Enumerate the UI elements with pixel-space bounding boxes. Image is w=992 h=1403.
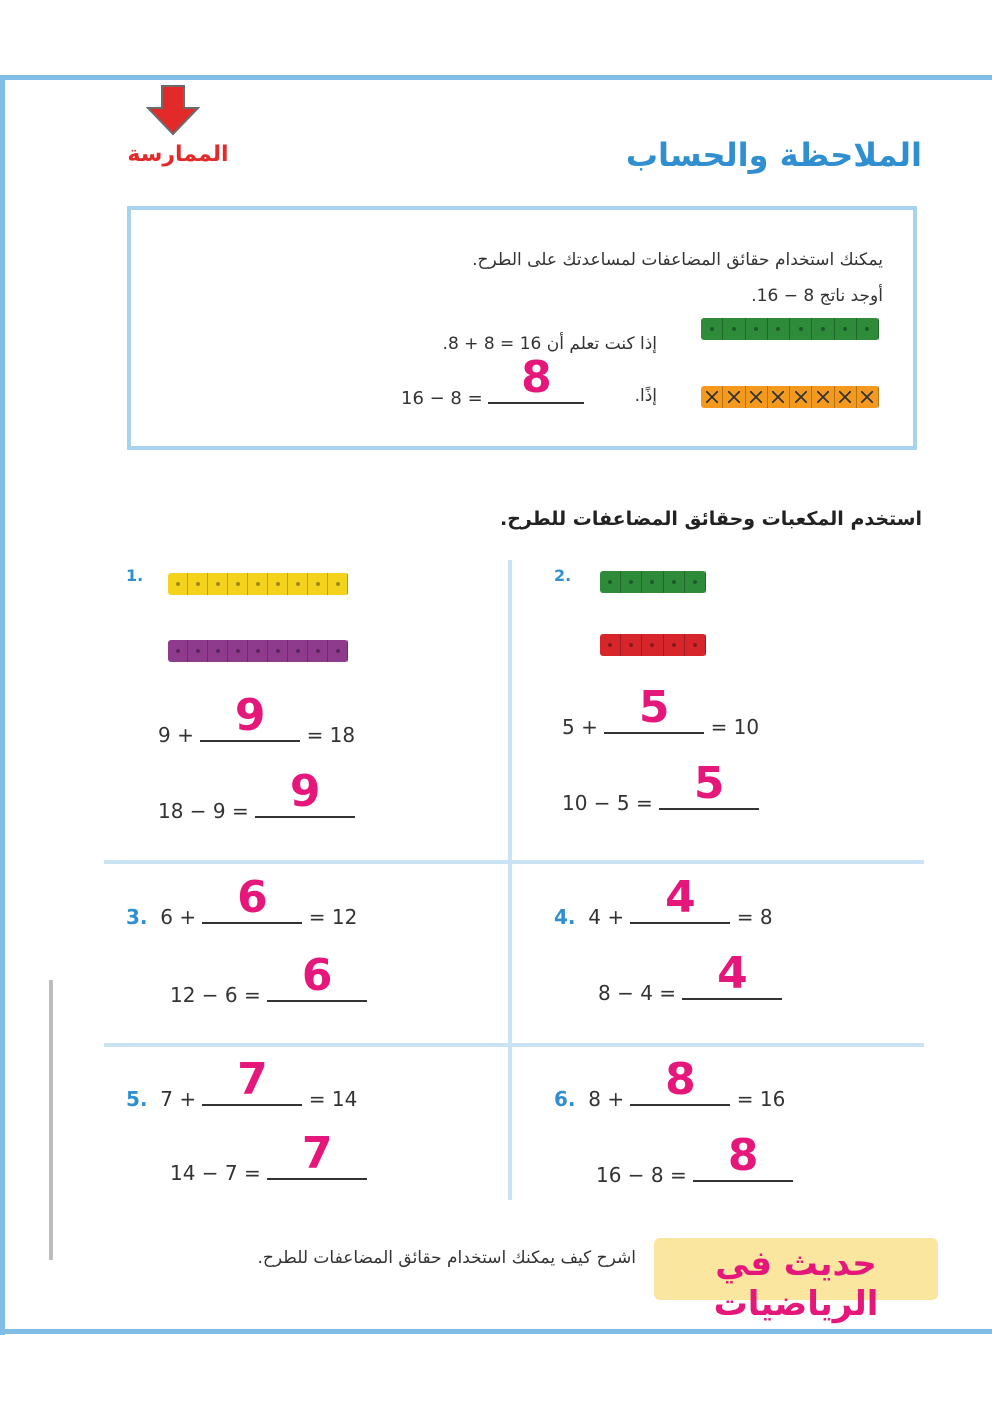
subtraction-left: 10 − 5 = xyxy=(562,791,653,815)
addition-right: = 18 xyxy=(306,723,356,747)
subtraction-left: 12 − 6 = xyxy=(170,983,261,1007)
cube xyxy=(790,386,812,408)
cube xyxy=(723,386,745,408)
addition-left: 4 + xyxy=(588,905,625,929)
answer-blank[interactable] xyxy=(604,682,704,734)
cube xyxy=(248,573,268,595)
subtraction-left: 8 − 4 = xyxy=(598,981,677,1005)
example-equation xyxy=(401,352,584,409)
cube xyxy=(268,640,288,662)
addition-answer: 7 xyxy=(237,1054,268,1105)
problem-4-addition xyxy=(554,872,773,929)
problem-5-subtraction xyxy=(170,1128,367,1185)
answer-blank[interactable] xyxy=(202,872,302,924)
cube xyxy=(208,573,228,595)
instruction: استخدم المكعبات وحقائق المضاعفات للطرح. xyxy=(500,508,922,530)
problem-3-addition xyxy=(126,872,358,929)
grid-divider-horizontal xyxy=(104,1043,924,1047)
answer-blank[interactable] xyxy=(202,1054,302,1106)
cube xyxy=(664,634,685,656)
subtraction-answer: 5 xyxy=(693,758,725,809)
grid-divider-vertical xyxy=(508,560,512,1200)
addition-right: = 8 xyxy=(736,905,773,929)
subtraction-left: 14 − 7 = xyxy=(170,1161,261,1185)
cube xyxy=(642,634,663,656)
cube xyxy=(642,571,663,593)
problem-6-addition xyxy=(554,1054,786,1111)
answer-blank[interactable] xyxy=(200,690,300,742)
addition-left: 6 + xyxy=(160,905,197,929)
cube xyxy=(701,386,723,408)
cube xyxy=(746,386,768,408)
problem-2-addition xyxy=(562,682,760,739)
addition-left: 8 + xyxy=(588,1087,625,1111)
answer-blank[interactable] xyxy=(255,766,355,818)
cube xyxy=(835,318,857,340)
cube xyxy=(308,573,328,595)
cube xyxy=(812,318,834,340)
problem-number: 3. xyxy=(126,905,148,929)
cube xyxy=(228,640,248,662)
problem-number: 5. xyxy=(126,1087,148,1111)
cube xyxy=(288,640,308,662)
addition-answer: 6 xyxy=(237,872,268,923)
cube xyxy=(168,573,188,595)
cube xyxy=(600,634,621,656)
answer-blank[interactable] xyxy=(682,948,782,1000)
side-copyright-strip xyxy=(44,980,58,1260)
addition-answer: 8 xyxy=(665,1054,696,1105)
addition-left: 7 + xyxy=(160,1087,197,1111)
problem-number: 6. xyxy=(554,1087,576,1111)
cube xyxy=(188,640,208,662)
math-talk-text: اشرح كيف يمكنك استخدام حقائق المضاعفات للطرح. xyxy=(257,1248,636,1268)
cube xyxy=(857,318,879,340)
problem-1-subtraction xyxy=(158,766,355,823)
cube xyxy=(768,386,790,408)
answer-blank[interactable] xyxy=(693,1130,793,1182)
subtraction-answer: 8 xyxy=(727,1130,759,1181)
addition-answer: 5 xyxy=(638,682,670,733)
example-task: أوجد ناتج 8 − 16. xyxy=(751,286,883,306)
down-arrow-icon xyxy=(146,84,200,136)
problem-4-subtraction xyxy=(598,948,782,1005)
cube xyxy=(685,571,706,593)
left-border xyxy=(0,75,5,1335)
top-border xyxy=(0,75,992,80)
cube xyxy=(835,386,857,408)
subtraction-answer: 4 xyxy=(717,948,748,999)
subtraction-answer: 9 xyxy=(289,766,321,817)
cube xyxy=(768,318,790,340)
answer-blank[interactable] xyxy=(659,758,759,810)
bottom-border xyxy=(0,1329,992,1334)
math-talk-title: حديث في الرياضيات xyxy=(713,1244,879,1324)
subtraction-left: 16 − 8 = xyxy=(596,1163,687,1187)
cube xyxy=(621,634,642,656)
addition-answer: 9 xyxy=(234,690,266,741)
cube xyxy=(701,318,723,340)
example-box xyxy=(127,206,917,450)
answer-blank[interactable] xyxy=(630,872,730,924)
problem-5-addition xyxy=(126,1054,358,1111)
cube xyxy=(664,571,685,593)
problem-2-number xyxy=(554,566,571,585)
green-cube-bar xyxy=(600,571,706,593)
cube xyxy=(268,573,288,595)
subtraction-answer: 6 xyxy=(301,950,333,1001)
example-answer-blank[interactable] xyxy=(488,352,584,404)
red-cube-bar xyxy=(600,634,706,656)
cube xyxy=(308,640,328,662)
cube xyxy=(600,571,621,593)
cube xyxy=(328,573,348,595)
cube xyxy=(685,634,706,656)
cube xyxy=(188,573,208,595)
problem-6-subtraction xyxy=(596,1130,793,1187)
cube xyxy=(790,318,812,340)
cube xyxy=(723,318,745,340)
addition-answer: 4 xyxy=(665,872,696,923)
problem-1-addition xyxy=(158,690,356,747)
purple-cube-bar xyxy=(168,640,348,662)
example-intro: يمكنك استخدام حقائق المضاعفات لمساعدتك على الطرح. xyxy=(472,250,883,270)
example-answer: 8 xyxy=(521,352,552,403)
cube xyxy=(208,640,228,662)
problem-3-subtraction xyxy=(170,950,367,1007)
addition-right: = 12 xyxy=(308,905,358,929)
cube xyxy=(288,573,308,595)
answer-blank[interactable] xyxy=(630,1054,730,1106)
cube xyxy=(248,640,268,662)
cube xyxy=(168,640,188,662)
subtraction-left: 18 − 9 = xyxy=(158,799,249,823)
problem-number: 4. xyxy=(554,905,576,929)
grid-divider-horizontal xyxy=(104,860,924,864)
problem-1-number xyxy=(126,566,143,585)
cube xyxy=(857,386,879,408)
problem-number: 2. xyxy=(554,566,572,585)
addition-left: 5 + xyxy=(562,715,598,739)
addition-right: = 14 xyxy=(308,1087,358,1111)
addition-right: = 16 xyxy=(736,1087,786,1111)
cube xyxy=(228,573,248,595)
cube xyxy=(746,318,768,340)
green-cube-bar xyxy=(701,318,879,340)
cube xyxy=(621,571,642,593)
section-title: الملاحظة والحساب xyxy=(625,136,922,174)
example-known-fact: إذا كنت تعلم أن 16 = 8 + 8. xyxy=(442,334,657,354)
cube xyxy=(328,640,348,662)
answer-blank[interactable] xyxy=(267,1128,367,1180)
cube xyxy=(812,386,834,408)
example-equation-left: 16 − 8 = xyxy=(401,388,483,409)
practice-label: الممارسة xyxy=(127,142,229,167)
answer-blank[interactable] xyxy=(267,950,367,1002)
problem-number: 1. xyxy=(126,566,144,585)
example-conclusion: إذًا. xyxy=(634,386,657,406)
yellow-cube-bar xyxy=(168,573,348,595)
addition-right: = 10 xyxy=(710,715,760,739)
addition-left: 9 + xyxy=(158,723,194,747)
orange-crossed-cube-bar xyxy=(701,386,879,408)
subtraction-answer: 7 xyxy=(301,1128,333,1179)
problem-2-subtraction xyxy=(562,758,759,815)
